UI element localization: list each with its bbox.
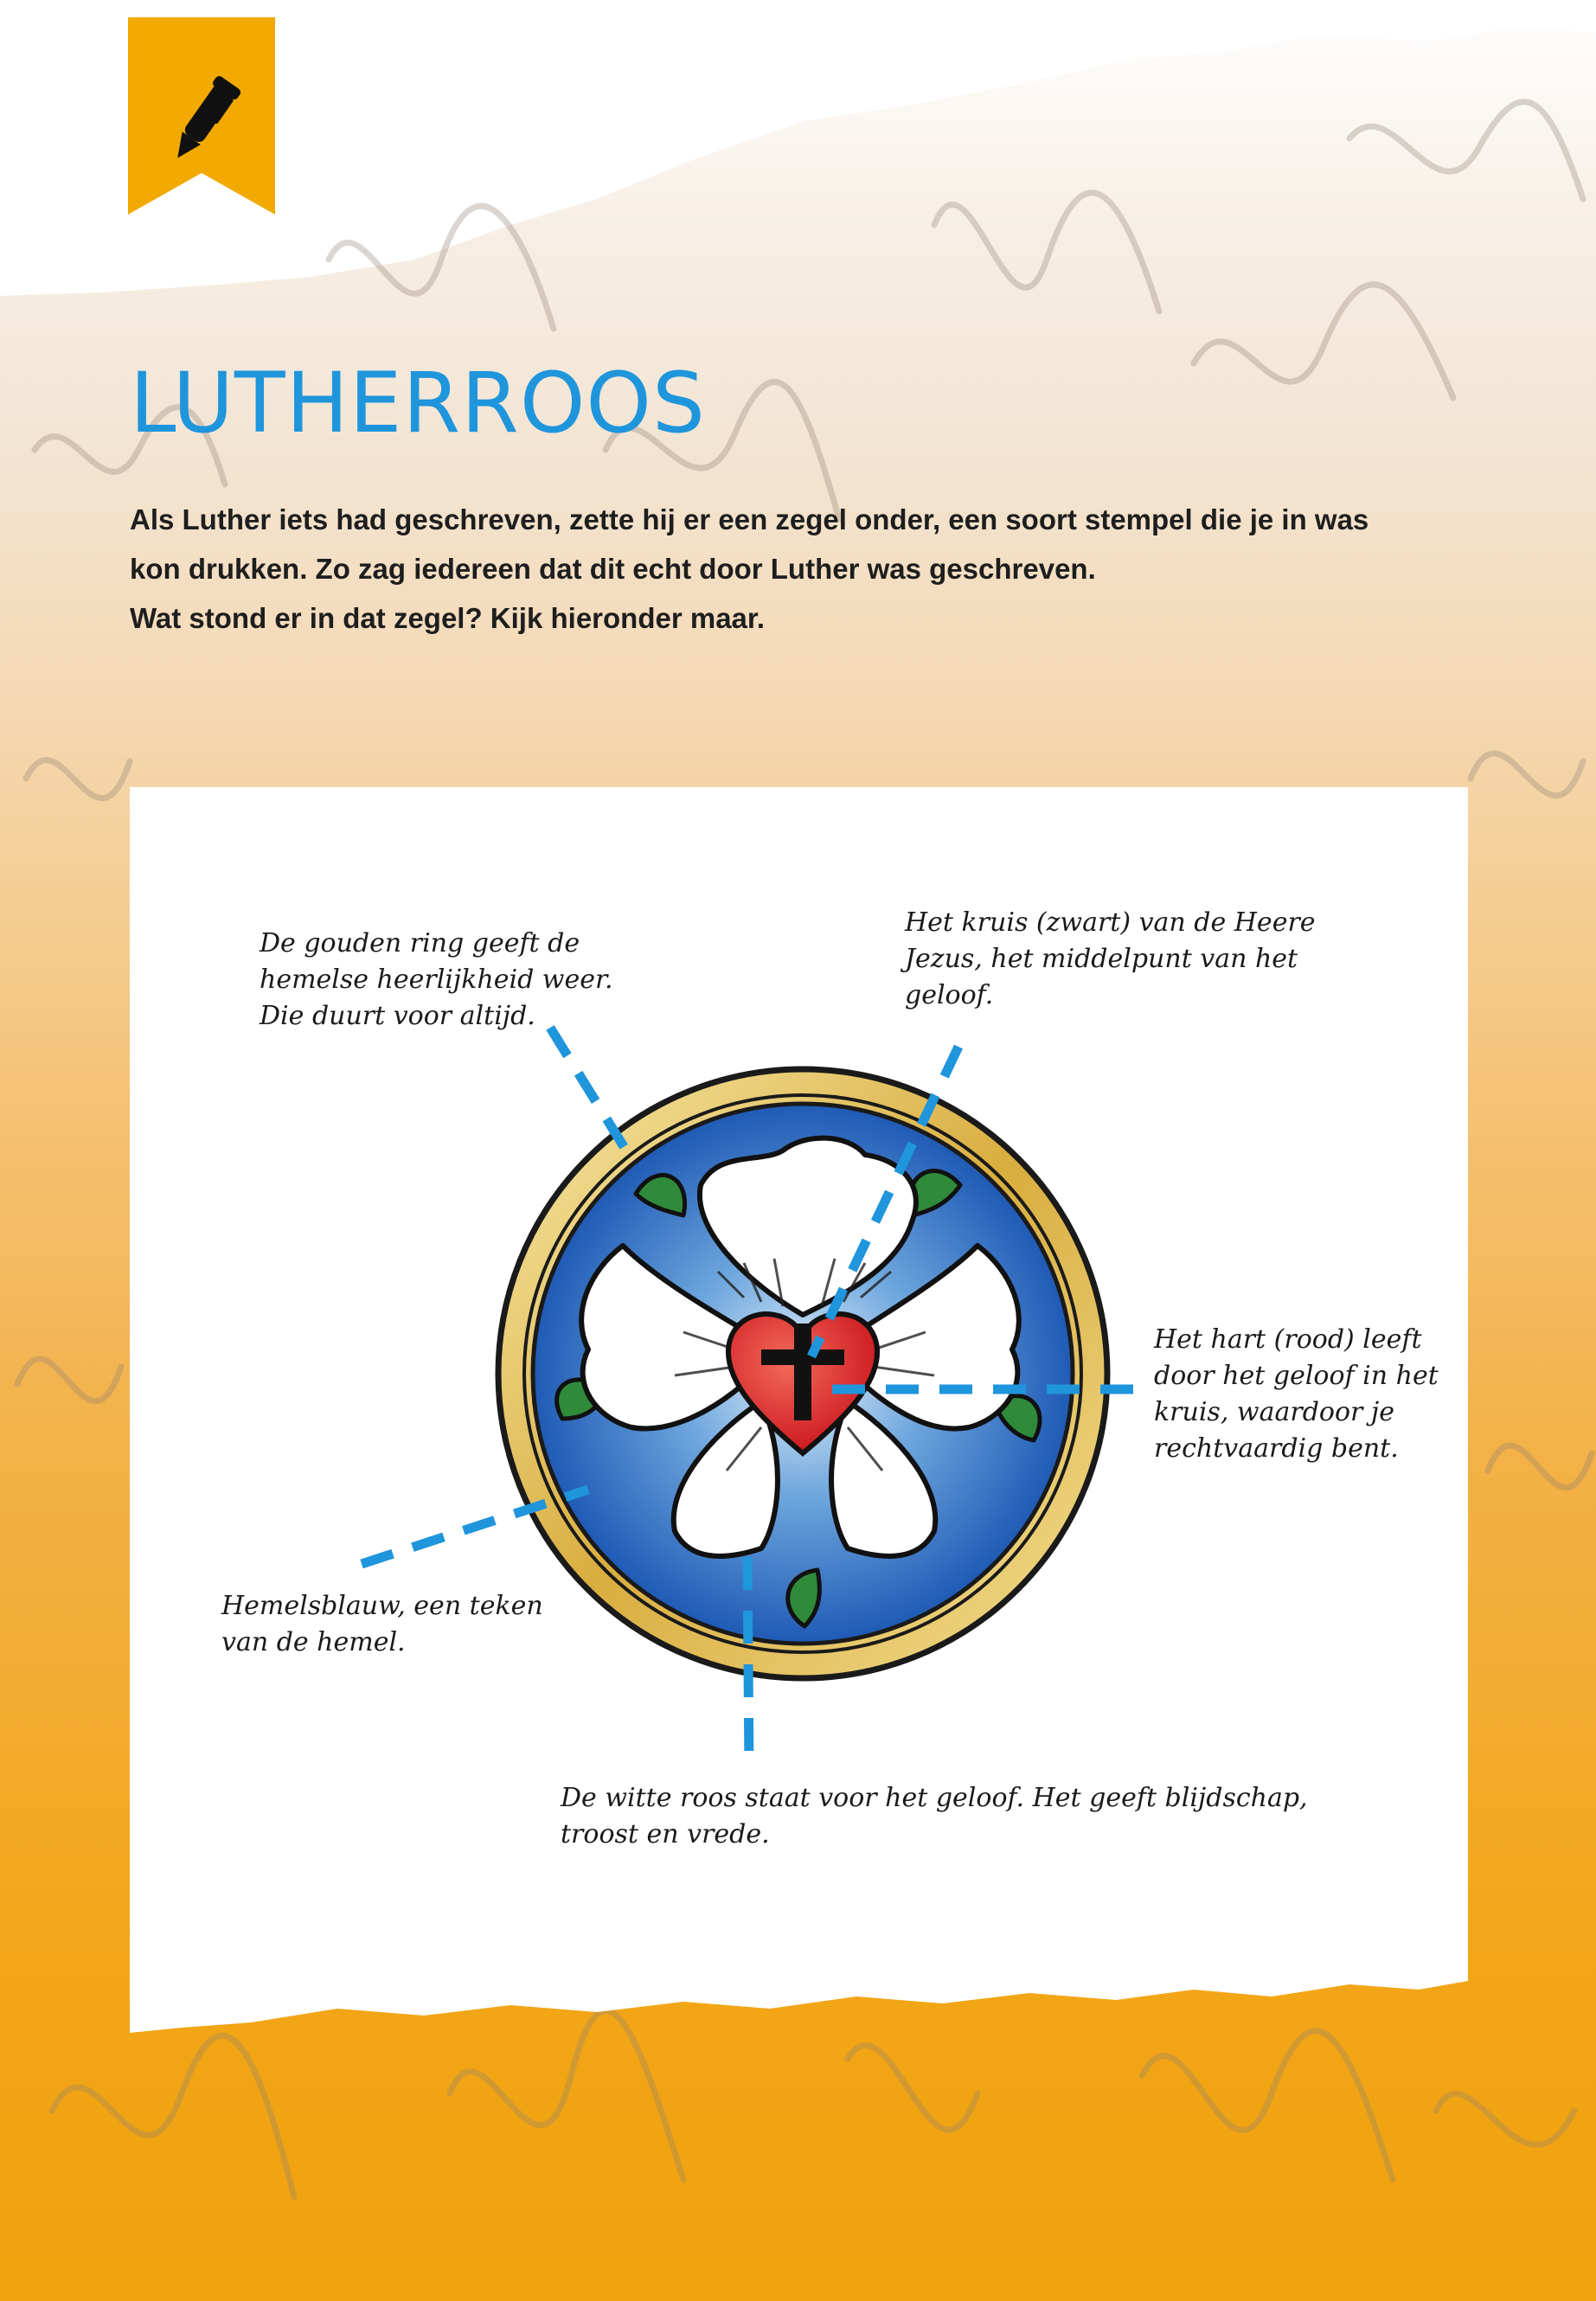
leader-gold-ring <box>550 1028 631 1159</box>
label-heart: Het hart (rood) leeft door het geloof in het kruis, waardoor je rechtvaardig bent. <box>1154 1324 1439 1464</box>
label-blue: Hemelsblauw, een teken van de hemel. <box>221 1591 543 1657</box>
label-gold-ring: De gouden ring geeft de hemelse heerlijkheid weer. Die duurt voor altijd. <box>260 928 613 1031</box>
luther-rose-seal <box>498 1069 1107 1678</box>
intro-line: Als Luther iets had geschreven, zette hij er een zegel onder, een soort stempel die je in was <box>130 503 1369 535</box>
page-title: LUTHERROOS <box>130 355 706 452</box>
intro-line: kon drukken. Zo zag iedereen dat dit echt door Luther was geschreven. <box>130 553 1096 585</box>
intro-line: Wat stond er in dat zegel? Kijk hieronder maar. <box>130 602 766 634</box>
label-cross: Het kruis (zwart) van de Heere Jezus, het middelpunt van het geloof. <box>905 907 1316 1010</box>
label-rose: De witte roos staat voor het geloof. Het geeft blijdschap, troost en vrede. <box>561 1783 1308 1849</box>
